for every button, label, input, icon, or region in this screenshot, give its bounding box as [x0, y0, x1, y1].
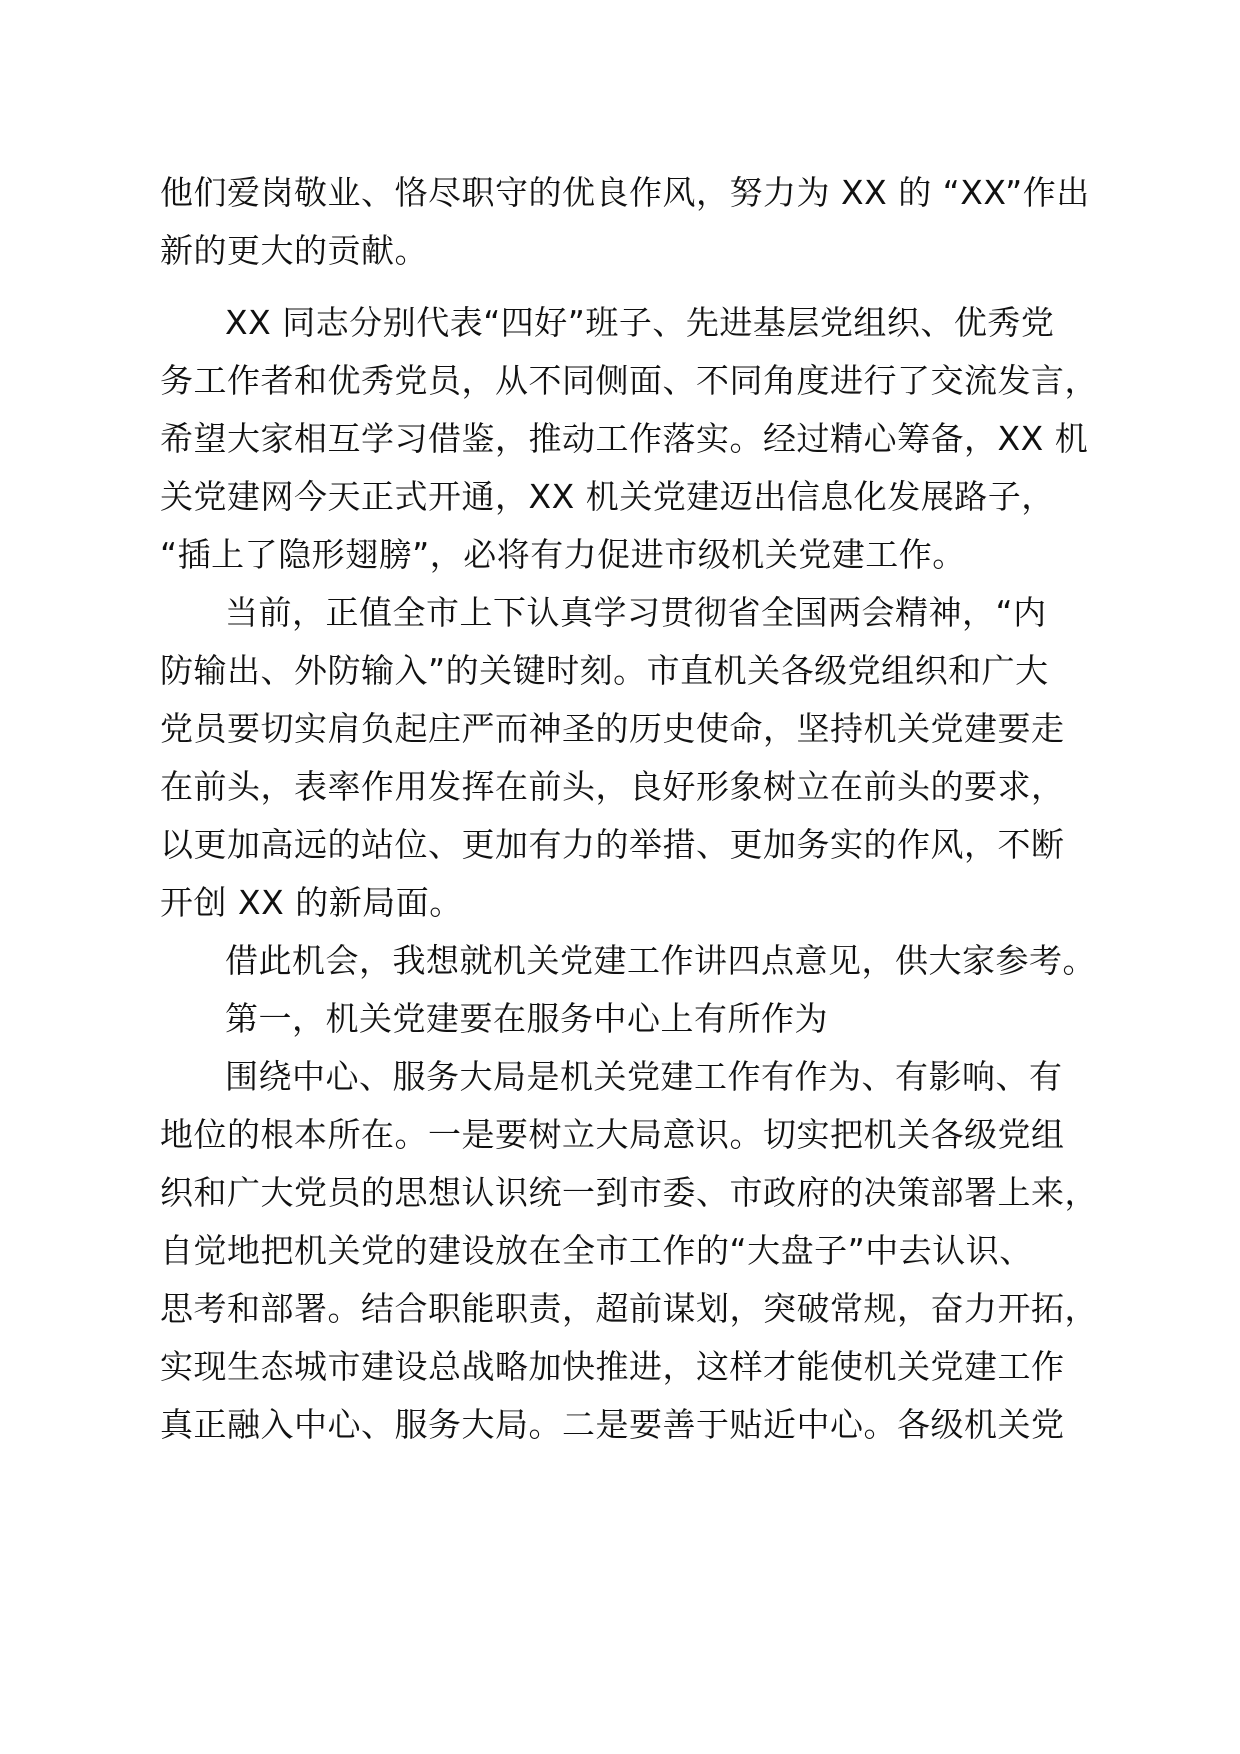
text-line: 关党建网今天正式开通，XX 机关党建迈出信息化发展路子， [160, 477, 1055, 516]
text-line: 务工作者和优秀党员，从不同侧面、不同角度进行了交流发言， [160, 361, 1098, 400]
paragraph-start: XX 同志分别代表“四好”班子、先进基层党组织、优秀党 [225, 303, 1055, 342]
section-heading: 第一，机关党建要在服务中心上有所作为 [225, 999, 828, 1038]
text-line: 思考和部署。结合职能职责，超前谋划，突破常规，奋力开拓， [160, 1289, 1098, 1328]
text-line: 新的更大的贡献。 [160, 231, 428, 270]
text-line: “插上了隐形翅膀”，必将有力促进市级机关党建工作。 [160, 535, 966, 574]
text-line: 织和广大党员的思想认识统一到市委、市政府的决策部署上来， [160, 1173, 1098, 1212]
text-line: 自觉地把机关党的建设放在全市工作的“大盘子”中去认识、 [160, 1231, 1033, 1270]
text-line: 党员要切实肩负起庄严而神圣的历史使命，坚持机关党建要走 [160, 709, 1065, 748]
text-line: 真正融入中心、服务大局。二是要善于贴近中心。各级机关党 [160, 1405, 1065, 1444]
text-line: 地位的根本所在。一是要树立大局意识。切实把机关各级党组 [160, 1115, 1065, 1154]
text-line: 在前头，表率作用发挥在前头，良好形象树立在前头的要求， [160, 767, 1065, 806]
text-line: 希望大家相互学习借鉴，推动工作落实。经过精心筹备，XX 机 [160, 419, 1089, 458]
paragraph-start: 当前，正值全市上下认真学习贯彻省全国两会精神，“内 [225, 593, 1047, 632]
text-line: 实现生态城市建设总战略加快推进，这样才能使机关党建工作 [160, 1347, 1065, 1386]
text-line: 防输出、外防输入”的关键时刻。市直机关各级党组织和广大 [160, 651, 1049, 690]
text-line: 开创 XX 的新局面。 [160, 883, 463, 922]
text-line: 以更加高远的站位、更加有力的举措、更加务实的作风，不断 [160, 825, 1065, 864]
paragraph-start: 借此机会，我想就机关党建工作讲四点意见，供大家参考。 [225, 941, 1096, 980]
paragraph-start: 围绕中心、服务大局是机关党建工作有作为、有影响、有 [225, 1057, 1063, 1096]
text-line: 他们爱岗敬业、恪尽职守的优良作风，努力为 XX 的 “XX”作出 [160, 173, 1090, 212]
